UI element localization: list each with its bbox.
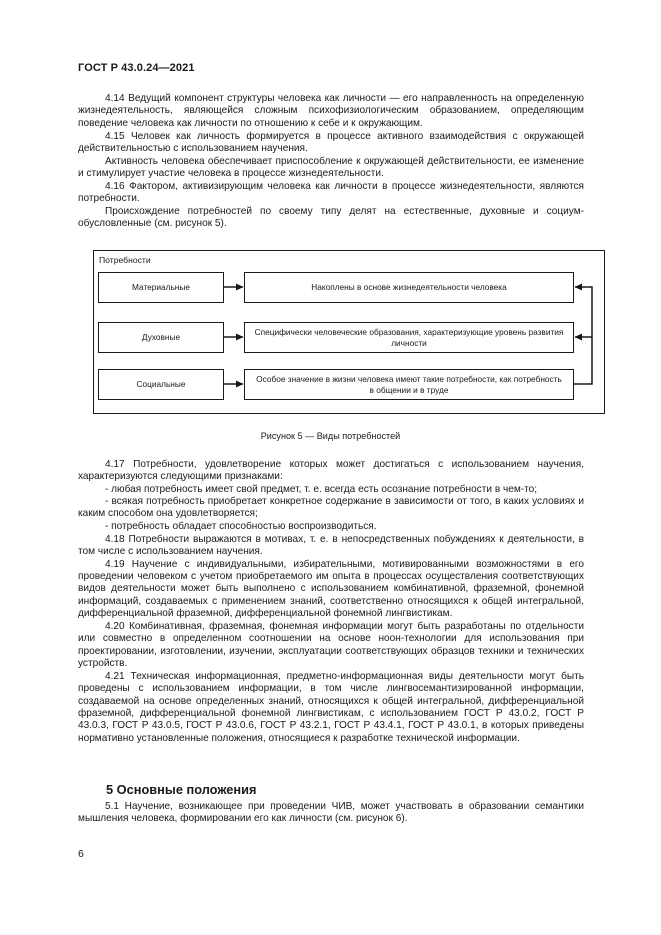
list-item: - всякая потребность приобретает конкретное содержание в зависимости от того, в каких условиях и каким способом она удовлетворяется;	[78, 496, 584, 520]
paragraph-4-17: 4.17 Потребности, удовлетворение которых может достигаться с использованием научения, характеризуются следующими признаками:	[78, 459, 584, 483]
paragraph-origin: Происхождение потребностей по своему типу делят на естественные, духовные и социум-обусловленные (см. рисунок 5).	[78, 206, 584, 230]
page-number: 6	[78, 848, 84, 860]
paragraph-4-18: 4.18 Потребности выражаются в мотивах, т. е. в непосредственных побуждениях к деятельности, в том числе с использованием научения.	[78, 533, 584, 557]
diagram-title: Потребности	[99, 255, 151, 265]
paragraph-5-1: 5.1 Научение, возникающее при проведении ЧИВ, может участвовать в образовании семантики мышления человека, формировании его как личности (см. рисунок 6).	[78, 801, 584, 825]
figure-caption: Рисунок 5 — Виды потребностей	[260, 431, 401, 441]
need-type-social: Социальные	[98, 369, 224, 400]
list-item: - потребность обладает способностью воспроизводиться.	[105, 520, 377, 532]
paragraph-4-20: 4.20 Комбинативная, фраземная, фонемная информации могут быть разработаны по отдельности или совместно в определенном соотношении на основе ноон-технологии для использования при проектировании, изготовлении, изучении, эксплуатации соответствующих образцов техники и технических устройств.	[78, 620, 584, 669]
feedback-line	[574, 287, 592, 384]
need-description-spiritual: Специфически человеческие образования, характеризующие уровень развития личности	[244, 322, 574, 353]
paragraph-4-21: 4.21 Техническая информационная, предметно-информационная виды деятельности могут быть проведены с использованием информации, в том числе лингвосемантизированной информации, создаваемой на основе определенных знаний, относящихся к общей интегральной, дифференциальной фраземной, дифференциальной фонемной лингвистикам, с использованием ГОСТ Р 43.0.2, ГОСТ Р 43.0.3, ГОСТ Р 43.0.5, ГОСТ Р 43.0.6, ГОСТ Р 43.2.1, ГОСТ Р 43.4.1, ГОСТ Р 43.0.1, в которых приведены нормативно установленные положения, относящиеся к разработке технической информации.	[78, 670, 584, 744]
document-code-header: ГОСТ Р 43.0.24—2021	[78, 62, 195, 74]
paragraph-4-19: 4.19 Научение с индивидуальными, избирательными, мотивированными возможностями в его проведении человеком с учетом приобретаемого им опыта в процессах осуществления соответствующих видов деятельности может быть выполнено с использованием комбинативной, фраземной, фонемной информаций, создаваемых с применением знаний, соответственно относящихся к общей интегральной, дифференциальной фраземной, дифференциальной фонемной лингвистикам.	[78, 558, 584, 620]
need-type-material: Материальные	[98, 272, 224, 303]
needs-diagram	[93, 250, 605, 414]
diagram-connectors	[94, 251, 606, 415]
need-description-social: Особое значение в жизни человека имеют такие потребности, как потребность в общении и в труде	[244, 369, 574, 400]
need-type-spiritual: Духовные	[98, 322, 224, 353]
list-item: - любая потребность имеет свой предмет, т. е. всегда есть осознание потребности в чем-то;	[105, 483, 538, 495]
paragraph-4-14: 4.14 Ведущий компонент структуры человека как личности — его направленность на определенную жизнедеятельность, являющейся сложным психофизиологическим образованием, определяющим поведение человека как личности по отношению к себе и к окружающим.	[78, 93, 584, 129]
text-block-top	[78, 93, 584, 231]
text-block-section-5	[78, 801, 584, 826]
paragraph-4-16: 4.16 Фактором, активизирующим человека как личности в процессе жизнедеятельности, являются потребности.	[78, 180, 584, 205]
paragraph-activity: Активность человека обеспечивает приспособление к окружающей действительности, ее изменение и стимулирует участие человека в процессе жизнедеятельности.	[78, 155, 584, 180]
section-5-title: 5 Основные положения	[106, 782, 257, 797]
need-description-material: Накоплены в основе жизнедеятельности человека	[244, 272, 574, 303]
paragraph-4-15: 4.15 Человек как личность формируется в процессе активного взаимодействия с окружающей действительностью с использованием научения.	[78, 130, 584, 154]
text-block-middle	[78, 459, 584, 745]
